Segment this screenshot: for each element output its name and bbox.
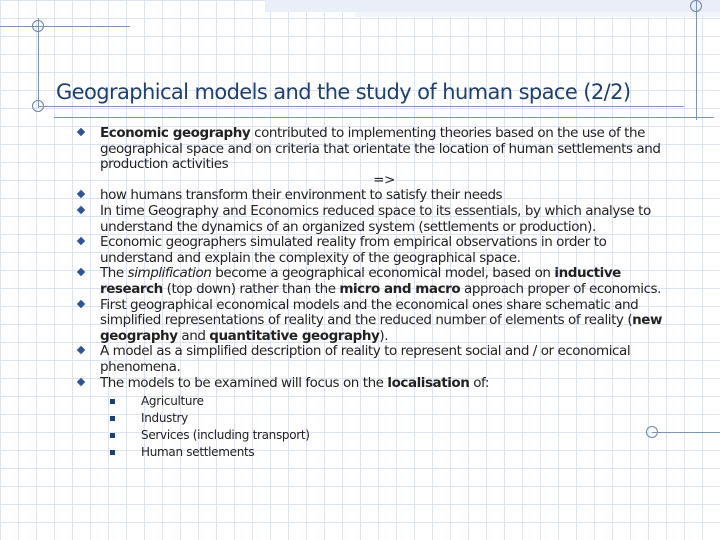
sub-list-item [110, 393, 668, 410]
sub-item-text: Industry [141, 411, 188, 426]
bullet-text: The [100, 265, 128, 282]
title-underline-secondary [54, 117, 714, 118]
bullet-item [78, 235, 668, 266]
diamond-bullet-icon [77, 206, 85, 214]
bullet-text: contributed to implementing theories based on the use of the geographical space and on criteria that orientate the location of human settlements and production activities [100, 125, 661, 173]
sub-bullet-list [100, 393, 668, 461]
bullet-text: become a geographical economical model, based on [211, 265, 555, 282]
diamond-bullet-icon [77, 128, 85, 136]
decorative-vline-right [696, 0, 697, 120]
bullet-bold: localisation [387, 374, 470, 391]
circle-ring-icon [690, 0, 702, 12]
bullet-text: (top down) rather than the [162, 280, 340, 297]
bullet-item [78, 344, 668, 375]
sub-list-item [110, 410, 668, 427]
bullet-item [78, 204, 668, 235]
diamond-bullet-icon [77, 346, 85, 354]
diamond-bullet-icon [77, 268, 85, 276]
diamond-bullet-icon [77, 377, 85, 385]
square-bullet-icon [110, 399, 115, 404]
sub-list-item [110, 444, 668, 461]
diamond-bullet-icon [77, 237, 85, 245]
sub-list-item [110, 427, 668, 444]
bullet-bold: new geography [100, 312, 663, 344]
decorative-line-top [0, 26, 130, 27]
bullet-italic: simplification [127, 265, 212, 282]
bullet-text: In time Geography and Economics reduced space to its essentials, by which analyse to understand the dynamics of an organized system (settlements or production). [100, 202, 651, 235]
bullet-item [78, 188, 668, 204]
bullet-bold: Economic geography [100, 125, 251, 141]
bullet-bold: quantitative geography [209, 327, 380, 344]
top-accent-bar [265, 0, 720, 12]
square-bullet-icon [110, 433, 115, 438]
circle-ring-icon [32, 20, 44, 32]
square-bullet-icon [110, 416, 115, 421]
bullet-text: First geographical economical models and the economical ones share schematic and simplified representations of reality and the reduced number of elements of reality ( [100, 296, 639, 329]
bullet-text: A model as a simplified description of reality to represent social and / or economical phenomena. [100, 343, 631, 375]
arrow-symbol: => [373, 171, 395, 188]
bullet-text: ). [379, 327, 389, 344]
bullet-bold: micro and macro [339, 280, 461, 297]
bullet-text: and [177, 327, 210, 344]
bullet-item [78, 126, 668, 188]
diamond-bullet-icon [77, 190, 85, 198]
bullet-text: of: [469, 374, 489, 391]
square-bullet-icon [110, 450, 115, 455]
bullet-item [78, 298, 668, 345]
bullet-text: The models to be examined will focus on the [100, 374, 388, 391]
diamond-bullet-icon [77, 299, 85, 307]
bullet-item [78, 266, 668, 297]
bullet-text: approach proper of economics. [460, 280, 661, 297]
sub-item-text: Services (including transport) [141, 428, 310, 443]
bullet-text: Economic geographers simulated reality from empirical observations in order to understand and explain the complexity of the geographical space. [100, 234, 607, 266]
slide-content [78, 126, 668, 461]
bullet-text: how humans transform their environment to satisfy their needs [100, 187, 503, 204]
sub-item-text: Human settlements [141, 445, 255, 460]
top-accent-bar-secondary [355, 12, 720, 17]
bullet-bold: inductive research [100, 265, 621, 297]
slide-title: Geographical models and the study of human space (2/2) [56, 80, 631, 104]
bullet-item [78, 376, 668, 462]
bullet-list [78, 126, 668, 461]
title-underline [38, 106, 684, 107]
sub-item-text: Agriculture [141, 394, 204, 409]
